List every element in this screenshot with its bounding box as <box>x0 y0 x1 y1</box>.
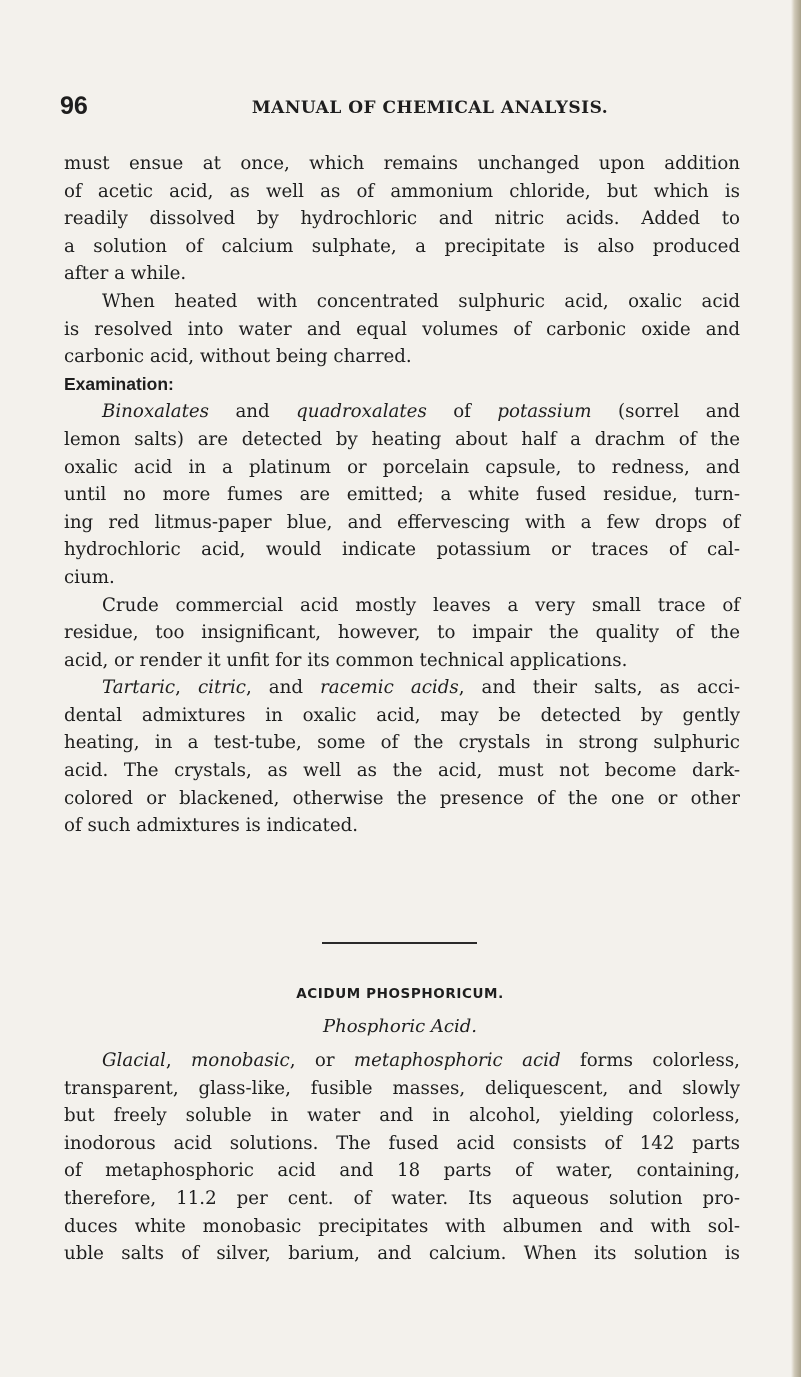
italic-term: Glacial <box>102 1050 166 1071</box>
text-line: lemon salts) are detected by heating about half a drachm of the <box>64 428 740 450</box>
text-line: acid, or render it unfit for its common technical applications. <box>64 649 628 671</box>
paragraph-oxalic-reactions <box>64 150 740 840</box>
text-line: inodorous acid solutions. The fused acid consists of 142 parts <box>64 1132 740 1154</box>
section-divider <box>322 942 477 944</box>
text-line: duces white monobasic precipitates with albumen and with sol- <box>64 1215 740 1237</box>
page-header <box>60 92 740 128</box>
paragraph-phosphoric-acid <box>64 1047 740 1268</box>
text-line: of such admixtures is indicated. <box>64 815 359 837</box>
italic-term: potassium <box>497 401 592 423</box>
text-line: oxalic acid in a platinum or porcelain capsule, to redness, and <box>64 456 740 478</box>
text-line: colored or blackened, otherwise the presence of the one or other <box>64 787 740 809</box>
text-line: heating, in a test-tube, some of the crystals in strong sulphuric <box>64 732 740 754</box>
italic-term: racemic acids <box>320 677 459 699</box>
text-line: must ensue at once, which remains unchanged upon addition <box>64 153 740 174</box>
text-line: When heated with concentrated sulphuric acid, oxalic acid <box>102 290 740 312</box>
text-line: is resolved into water and equal volumes of carbonic oxide and <box>64 318 740 340</box>
text-line: of metaphosphoric acid and 18 parts of water, containing, <box>64 1160 740 1182</box>
text-run: (sorrel and <box>591 401 741 423</box>
text-line: after a while. <box>64 263 187 285</box>
running-title: MANUAL OF CHEMICAL ANALYSIS. <box>251 98 609 118</box>
text-line: Crude commercial acid mostly leaves a very small trace of <box>102 594 740 616</box>
italic-term: metaphosphoric acid <box>353 1050 561 1071</box>
binoxalates-line <box>64 398 740 426</box>
text-line: dental admixtures in oxalic acid, may be detected by gently <box>64 704 740 726</box>
text-line: until no more fumes are emitted; a white fused residue, turn- <box>64 484 740 506</box>
text-run: , and their salts, as acci- <box>458 677 740 699</box>
text-line: transparent, glass-like, fusible masses, deliquescent, and slowly <box>64 1077 740 1099</box>
text-line: but freely soluble in water and in alcohol, yielding colorless, <box>64 1105 740 1127</box>
page-number: 96 <box>60 92 88 120</box>
text-line: uble salts of silver, barium, and calcium. When its solution is <box>64 1243 740 1265</box>
section-title: ACIDUM PHOSPHORICUM. <box>296 986 504 1002</box>
text-line: hydrochloric acid, would indicate potassium or traces of cal- <box>64 539 740 561</box>
text-run: forms colorless, <box>560 1050 740 1071</box>
tartaric-line <box>64 674 740 702</box>
text-run: , <box>165 1050 192 1071</box>
italic-term: citric <box>197 677 246 699</box>
italic-term: Tartaric <box>102 677 176 699</box>
text-line: acid. The crystals, as well as the acid, must not become dark- <box>64 760 740 782</box>
text-line: carbonic acid, without being charred. <box>64 346 412 368</box>
text-line: of acetic acid, as well as of ammonium chloride, but which is <box>64 180 740 202</box>
examination-heading <box>64 371 740 399</box>
text-line: therefore, 11.2 per cent. of water. Its aqueous solution pro- <box>64 1187 740 1209</box>
text-run: , and <box>245 677 321 699</box>
text-line: cium. <box>64 566 115 588</box>
glacial-line <box>64 1047 740 1075</box>
text-run: of <box>426 401 498 423</box>
italic-term: Binoxalates <box>102 401 210 423</box>
text-line: a solution of calcium sulphate, a precipitate is also produced <box>64 235 740 257</box>
italic-term: quadroxalates <box>296 401 427 423</box>
text-line: residue, too insignificant, however, to impair the quality of the <box>64 622 740 644</box>
text-run: and <box>209 401 297 423</box>
page-edge-shadow <box>791 0 801 1377</box>
section-subtitle: Phosphoric Acid. <box>323 1016 477 1037</box>
examination-label: Examination: <box>64 373 174 394</box>
text-line: ing red litmus-paper blue, and effervescing with a few drops of <box>64 511 740 533</box>
text-run: , <box>175 677 198 699</box>
italic-term: monobasic <box>191 1050 290 1071</box>
text-run: , or <box>289 1050 354 1071</box>
text-line: readily dissolved by hydrochloric and nitric acids. Added to <box>64 208 740 230</box>
